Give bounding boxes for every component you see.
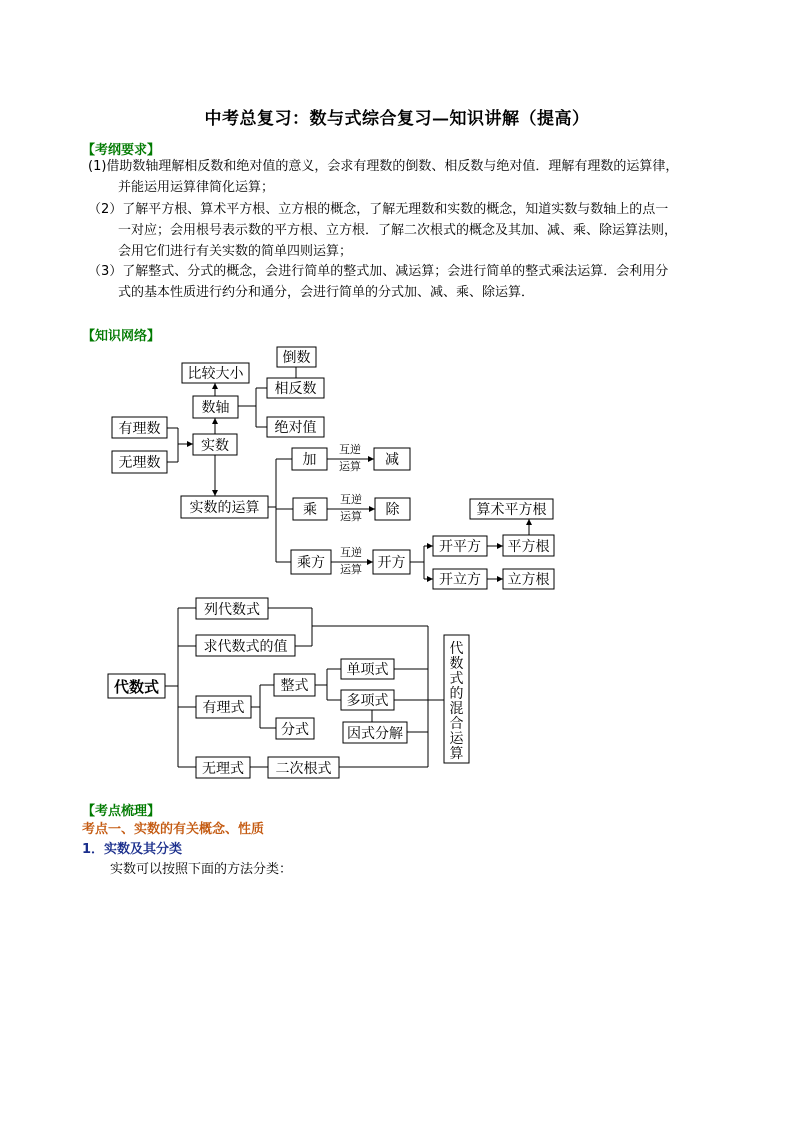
vertical-char: 算 [449,746,464,762]
node-label: 除 [385,502,400,518]
vertical-char: 混 [449,701,464,717]
exam-point-heading: 考点一、实数的有关概念、性质 [82,822,265,837]
node-suanshu [470,499,553,519]
node-label: 因式分解 [347,726,403,742]
node-duoxiang [341,690,394,710]
label-yunsuan: 运算 [339,460,361,473]
node-jia [292,448,327,470]
node-shishu [193,434,237,455]
node-youlishi [196,696,251,718]
node-shuzhou [193,396,238,418]
section-knowledge-network: 【知识网络】 [82,329,161,344]
label-yunsuan: 运算 [340,563,362,576]
node-label: 实数的运算 [189,500,260,516]
item-line: 一对应；会用根号表示数的平方根、立方根．了解二次根式的概念及其加、减、乘、除运算法则， [118,223,678,238]
node-label: 有理数 [118,421,161,437]
body-paragraph: 实数可以按照下面的方法分类： [110,862,293,877]
node-cheng [293,498,327,520]
node-label: 无理数 [118,455,161,471]
node-liedaishu [196,598,268,619]
vertical-char: 运 [449,731,464,747]
page-title: 中考总复习：数与式综合复习—知识讲解（提高） [204,109,590,129]
node-wulishi [196,757,250,778]
node-label: 倒数 [282,350,311,366]
item-number: （2） [88,202,123,217]
node-label: 开方 [377,555,406,571]
item-line: 了解平方根、算术平方根、立方根的概念，了解无理数和实数的概念，知道实数与数轴上的点一 [122,202,669,217]
node-label: 实数 [201,438,229,454]
node-label: 多项式 [346,693,389,709]
node-label: 乘方 [297,555,325,571]
label-huni: 互逆 [340,493,362,506]
item-line: 借助数轴理解相反数和绝对值的意义，会求有理数的倒数、相反数与绝对值．理解有理数的运算律， [106,159,679,174]
node-label: 比较大小 [187,366,244,382]
node-label: 减 [385,452,399,468]
node-kailifang [433,569,487,589]
node-label: 立方根 [507,572,550,588]
node-xiangfan [267,378,324,398]
vertical-char: 合 [449,716,464,732]
vertical-char: 式 [449,671,464,687]
node-label: 无理式 [202,761,244,777]
node-chengfang [291,550,331,574]
node-pingfanggen [503,535,554,556]
node-label: 平方根 [507,539,550,555]
node-wuli [112,451,167,473]
vertical-char: 的 [449,686,464,702]
node-label: 数轴 [201,400,230,416]
subsection-heading: 1．实数及其分类 [82,842,183,857]
node-qiuzhi [196,635,295,656]
node-daoshu [277,347,316,367]
node-hunhe-yunsuan [444,635,469,763]
node-label: 有理式 [202,700,245,716]
item-line: 了解整式、分式的概念，会进行简单的整式加、减运算；会进行简单的整式乘法运算．会利用分 [122,264,669,279]
node-label: 加 [302,452,317,468]
node-label: 分式 [281,722,309,738]
node-danxiang [341,659,394,679]
node-label: 列代数式 [204,602,260,618]
node-ercigen [268,757,339,778]
node-label: 乘 [303,502,317,518]
node-daishushi [108,674,165,698]
item-line: 会用它们进行有关实数的简单四则运算； [118,244,353,259]
label-yunsuan: 运算 [340,510,362,523]
node-yinshi [343,722,407,743]
node-jueduizhi [267,417,324,437]
label-huni: 互逆 [339,443,361,456]
node-bijiao [182,363,249,383]
node-label: 算术平方根 [476,502,547,518]
node-label: 开平方 [439,539,481,555]
section-exam-requirements: 【考纲要求】 [82,143,161,158]
node-kaifang [373,550,410,574]
section-exam-points: 【考点梳理】 [82,804,161,819]
node-zhengshi [274,674,315,696]
node-lifanggen [503,569,554,589]
vertical-char: 代 [449,641,464,657]
node-kaipingfang [433,536,487,556]
node-yunsuan [181,496,268,518]
node-jian [374,448,410,470]
node-label: 二次根式 [275,761,332,777]
node-label: 代数式 [113,678,160,696]
node-chu [375,498,410,520]
vertical-char: 数 [449,656,464,672]
node-fenshi [276,718,314,739]
node-label: 绝对值 [274,420,317,436]
item-number: （3） [88,264,123,279]
node-label: 整式 [280,678,309,694]
node-label: 求代数式的值 [203,639,288,655]
node-label: 开立方 [439,572,481,588]
node-youli [112,417,167,438]
label-huni: 互逆 [340,546,362,559]
item-line: 式的基本性质进行约分和通分，会进行简单的分式加、减、乘、除运算． [118,285,535,300]
item-number: (1) [88,159,107,174]
item-line: 并能运用运算律简化运算； [118,180,275,195]
node-label: 相反数 [274,381,317,397]
node-label: 单项式 [346,662,389,678]
